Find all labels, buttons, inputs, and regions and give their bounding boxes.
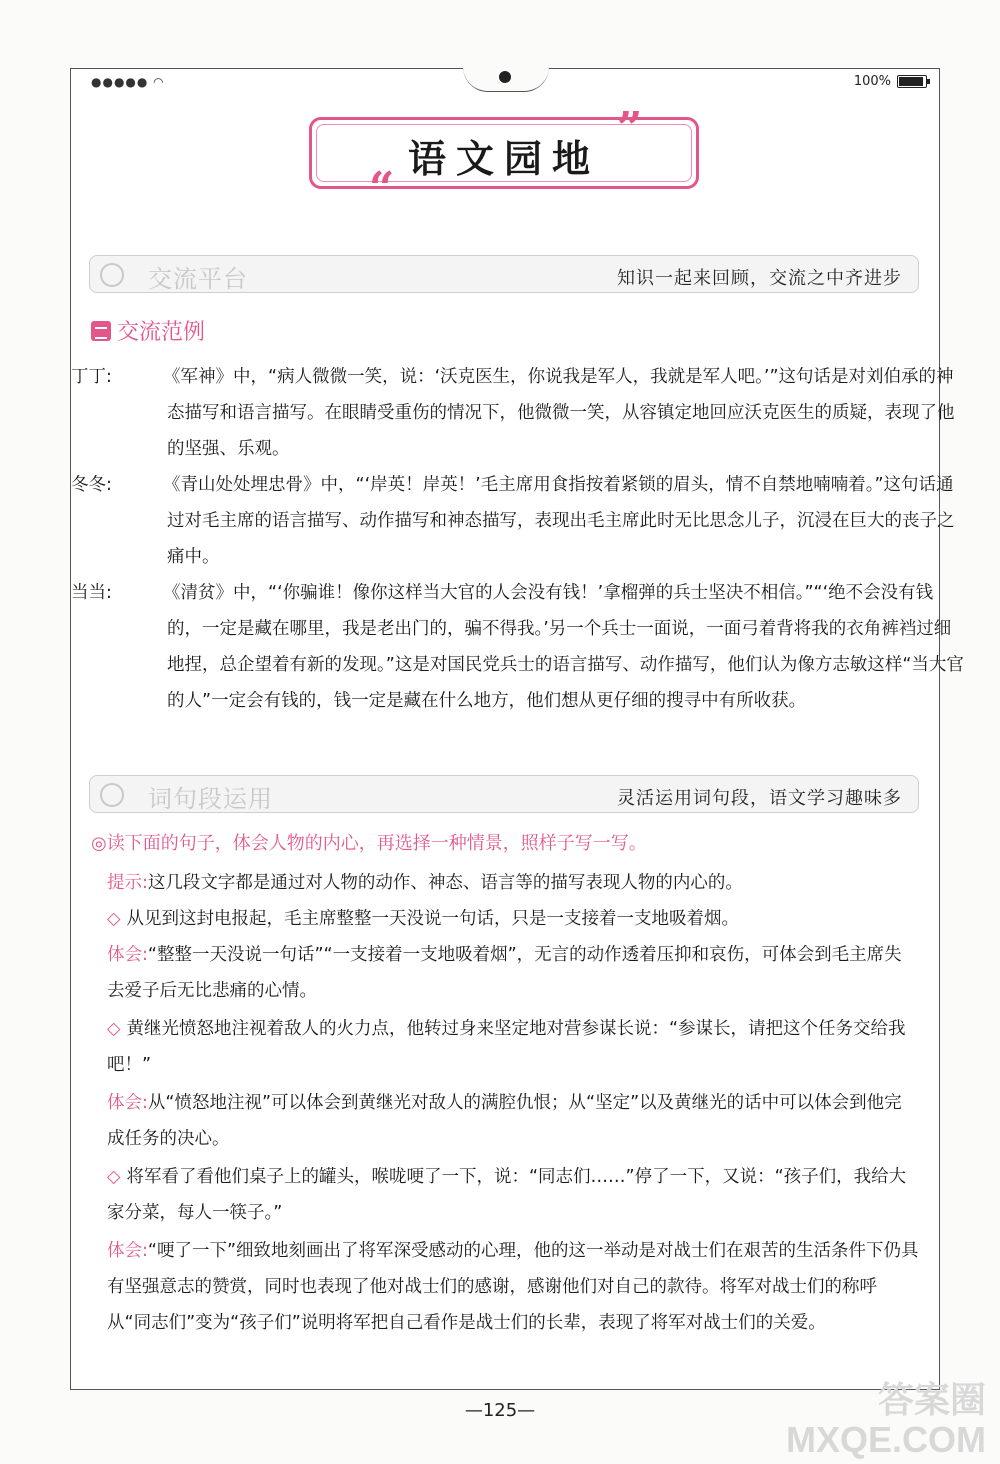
section-title: 词句段运用 [148, 785, 273, 813]
section-bar-exchange [89, 255, 919, 293]
page-title: 语文园地 [407, 137, 600, 181]
battery-icon [897, 75, 927, 88]
status-battery [854, 74, 927, 89]
feeling-text: 从“愤怒地注视”可以体会到黄继光对敌人的满腔仇恨；从“坚定”以及黄继光的话中可以体会到他完成任务的决心。 [107, 1093, 902, 1149]
battery-fill [899, 77, 923, 86]
example-text: 《清贫》中，“‘你骗谁！像你这样当大官的人会没有钱！’拿榴弹的兵士坚决不相信。”“‘绝不会没有钱的，一定是藏在哪里，我是老出门的，骗不得我。’另一个兵士一面说，一面弓着背将我的衣角裤裆过细地捏，总企望着有新的发现。”这是对国民党兵士的语言描写、动作描写，他们认为像方志敏这样“当大官的人”一定会有钱的，钱一定是藏在什么地方，他们想从更仔细的搜寻中有所收获。 [163, 583, 964, 711]
hint-label: 提示: [107, 873, 148, 893]
feeling-paragraph [107, 937, 919, 1009]
subhead-text: 交流范例 [117, 320, 206, 345]
sentence-text: 将军看了看他们桌子上的罐头，喉咙哽了一下，说：“同志们……”停了一下，又说：“孩子们，我给大家分菜，每人一筷子。” [107, 1167, 907, 1223]
hint-paragraph [107, 865, 919, 901]
page-number: —125— [464, 1400, 536, 1421]
section-title: 交流平台 [148, 265, 248, 293]
feeling-paragraph [107, 1233, 919, 1341]
diamond-icon: ◇ [107, 909, 121, 929]
example-text: 《青山处处埋忠骨》中，“‘岸英！岸英！’毛主席用食指按着紧锁的眉头，情不自禁地喃喃着。”这句话通过对毛主席的语言描写、动作描写和神态描写，表现出毛主席此时无比思念儿子，沉浸在巨大的丧子之痛中。 [163, 475, 955, 567]
watermark-line: MXQE.COM [785, 1418, 986, 1460]
document-icon [91, 321, 111, 341]
example-paragraph [71, 467, 967, 575]
feeling-text: “哽了一下”细致地刻画出了将军深受感动的心理，他的这一举动是对战士们在艰苦的生活条件下仍具有坚强意志的赞赏，同时也表现了他对战士们的感谢，感谢他们对自己的款待。将军对战士们的称呼从“同志们”变为“孩子们”说明将军把自己看作是战士们的长辈，表现了将军对战士们的关爱。 [107, 1241, 919, 1333]
sentence-item [107, 1011, 919, 1083]
camera-icon [499, 71, 511, 83]
exercise-instruction: ◎读下面的句子，体会人物的内心，再选择一种情景，照样子写一写。 [91, 833, 647, 854]
feeling-text: “整整一天没说一句话”“一支接着一支地吸着烟”，无言的动作透着压抑和哀伤，可体会到毛主席失去爱子后无比悲痛的心情。 [107, 945, 902, 1001]
section-slogan: 知识一起来回顾，交流之中齐进步 [617, 268, 902, 289]
feeling-label: 体会: [107, 1093, 148, 1113]
example-text: 《军神》中，“病人微微一笑，说：‘沃克医生，你说我是军人，我就是军人吧。’”这句话是对刘伯承的神态描写和语言描写。在眼睛受重伤的情况下，他微微一笑，从容镇定地回应沃克医生的质疑，表现了他的坚强、乐观。 [163, 367, 955, 459]
sentence-item [107, 1159, 919, 1231]
diamond-icon: ◇ [107, 1019, 121, 1039]
speaker-label: 丁丁: [71, 367, 112, 387]
signal-wifi-icon: ●●●●● ◠ [91, 75, 165, 89]
quote-mark-icon: ” [617, 103, 643, 154]
quote-mark-icon: “ [369, 163, 395, 214]
subhead [91, 315, 205, 346]
section-slogan: 灵活运用词句段，语文学习趣味多 [617, 788, 902, 809]
feeling-paragraph [107, 1085, 919, 1157]
sentence-item [107, 901, 919, 937]
feeling-label: 体会: [107, 1241, 148, 1261]
sentence-text: 从见到这封电报起，毛主席整整一天没说一句话，只是一支接着一支地吸着烟。 [126, 909, 739, 929]
example-paragraph [71, 359, 967, 467]
section-bar-usage [89, 775, 919, 813]
sentence-text: 黄继光愤怒地注视着敌人的火力点，他转过身来坚定地对营参谋长说：“参谋长，请把这个任务交给我吧！” [107, 1019, 906, 1075]
speaker-label: 冬冬: [71, 475, 112, 495]
example-paragraph [71, 575, 967, 719]
watermark-line: 答案圈 [877, 1379, 986, 1420]
feeling-label: 体会: [107, 945, 148, 965]
battery-text: 100% [853, 74, 891, 89]
speaker-label: 当当: [71, 583, 112, 603]
flower-icon [100, 783, 124, 807]
watermark-logo [786, 1380, 986, 1459]
diamond-icon: ◇ [107, 1167, 121, 1187]
hint-text: 这几段文字都是通过对人物的动作、神态、语言等的描写表现人物的内心的。 [147, 873, 743, 893]
chat-icon [100, 263, 124, 287]
tablet-frame [70, 68, 964, 1390]
